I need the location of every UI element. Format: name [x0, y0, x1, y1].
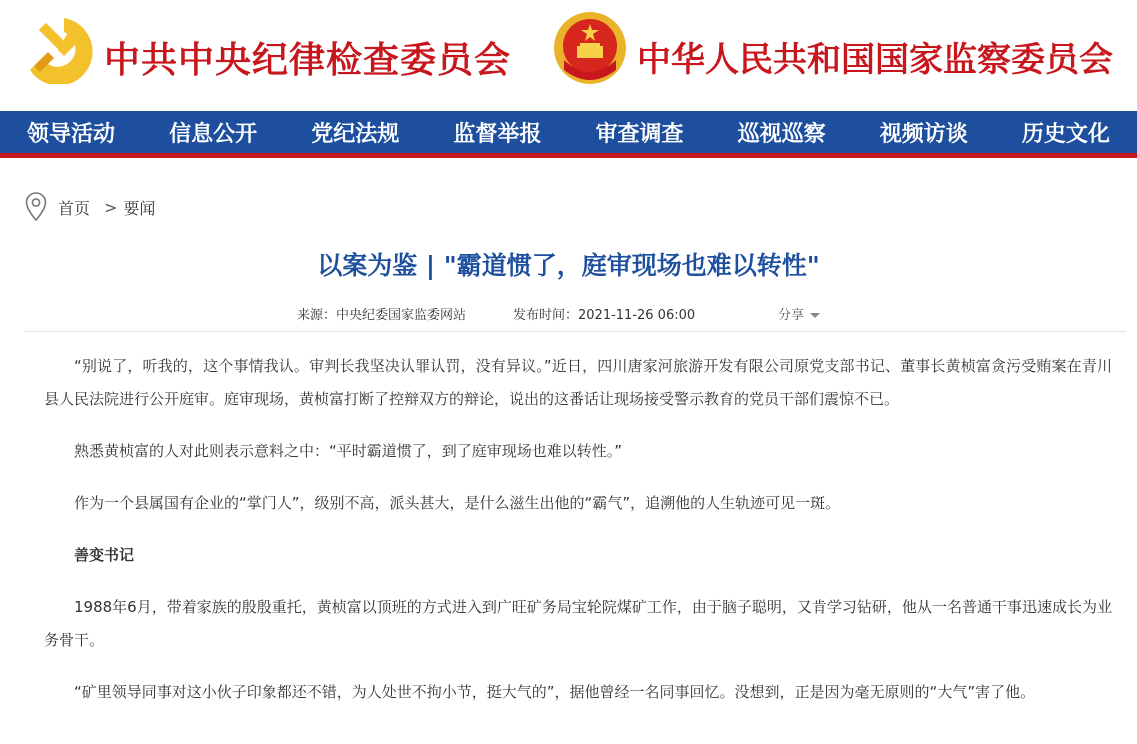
nav-item-video[interactable]: 视频访谈 [879, 120, 968, 147]
paragraph: “别说了，听我的，这个事情我认。审判长我坚决认罪认罚，没有异议。”近日，四川唐家河旅游开发有限公司原党支部书记、董事长黄桢富贪污受贿案在青川县人民法院进行公开庭审。庭审现场，黄桢富打断了控辩双方的辩论，说出的这番话让现场接受警示教育的党员干部们震惊不已。 [44, 357, 1112, 408]
breadcrumb [24, 188, 155, 226]
share-label: 分享 [778, 308, 805, 323]
paragraph: “矿里领导同事对这小伙子印象都还不错，为人处世不拘小节，挺大气的”，据他曾经一名同事回忆。没想到，正是因为毫无原则的“大气”害了他。 [74, 683, 1036, 701]
nav-item-inspection[interactable]: 巡视巡察 [737, 120, 826, 147]
ccdi-title[interactable]: 中共中央纪律检查委员会 [104, 39, 512, 81]
nav-item-info[interactable]: 信息公开 [169, 120, 258, 147]
nav-item-investigation[interactable]: 审查调查 [595, 120, 684, 147]
nav-item-report[interactable]: 监督举报 [453, 120, 542, 147]
section-subtitle: 善变书记 [74, 546, 135, 564]
main-nav [0, 111, 1137, 158]
article-source: 来源：中央纪委国家监委网站 [297, 308, 467, 323]
national-emblem-icon[interactable] [552, 10, 628, 86]
paragraph: 熟悉黄桢富的人对此则表示意料之中：“平时霸道惯了，到了庭审现场也难以转性。” [74, 442, 623, 460]
article-title: 以案为鉴 | "霸道惯了，庭审现场也难以转性" [317, 251, 820, 280]
site-header [0, 0, 1137, 111]
breadcrumb-home[interactable]: 首页 [58, 198, 91, 218]
nsc-title[interactable]: 中华人民共和国国家监察委员会 [637, 40, 1113, 80]
article-body [44, 350, 1112, 728]
nav-item-regulations[interactable]: 党纪法规 [311, 120, 400, 147]
nav-item-leadership[interactable]: 领导活动 [27, 120, 116, 147]
share-button[interactable] [778, 304, 820, 323]
nav-item-history[interactable]: 历史文化 [1021, 120, 1110, 147]
paragraph: 作为一个县属国有企业的“掌门人”，级别不高，派头甚大，是什么滋生出他的“霸气”，追溯他的人生轨迹可见一斑。 [74, 494, 841, 512]
location-pin-icon [24, 191, 48, 223]
divider [24, 331, 1126, 332]
paragraph: 1988年6月，带着家族的殷殷重托，黄桢富以顶班的方式进入到广旺矿务局宝轮院煤矿工作，由于脑子聪明，又肯学习钻研，他从一名普通干事迅速成长为业务骨干。 [44, 598, 1112, 649]
chevron-down-icon [810, 313, 820, 318]
article-meta [0, 304, 1137, 324]
article-publish-time: 发布时间：2021-11-26 06:00 [513, 308, 696, 323]
party-emblem-icon[interactable] [24, 12, 96, 84]
breadcrumb-current[interactable]: 要闻 [123, 198, 156, 218]
breadcrumb-separator: > [104, 197, 118, 217]
